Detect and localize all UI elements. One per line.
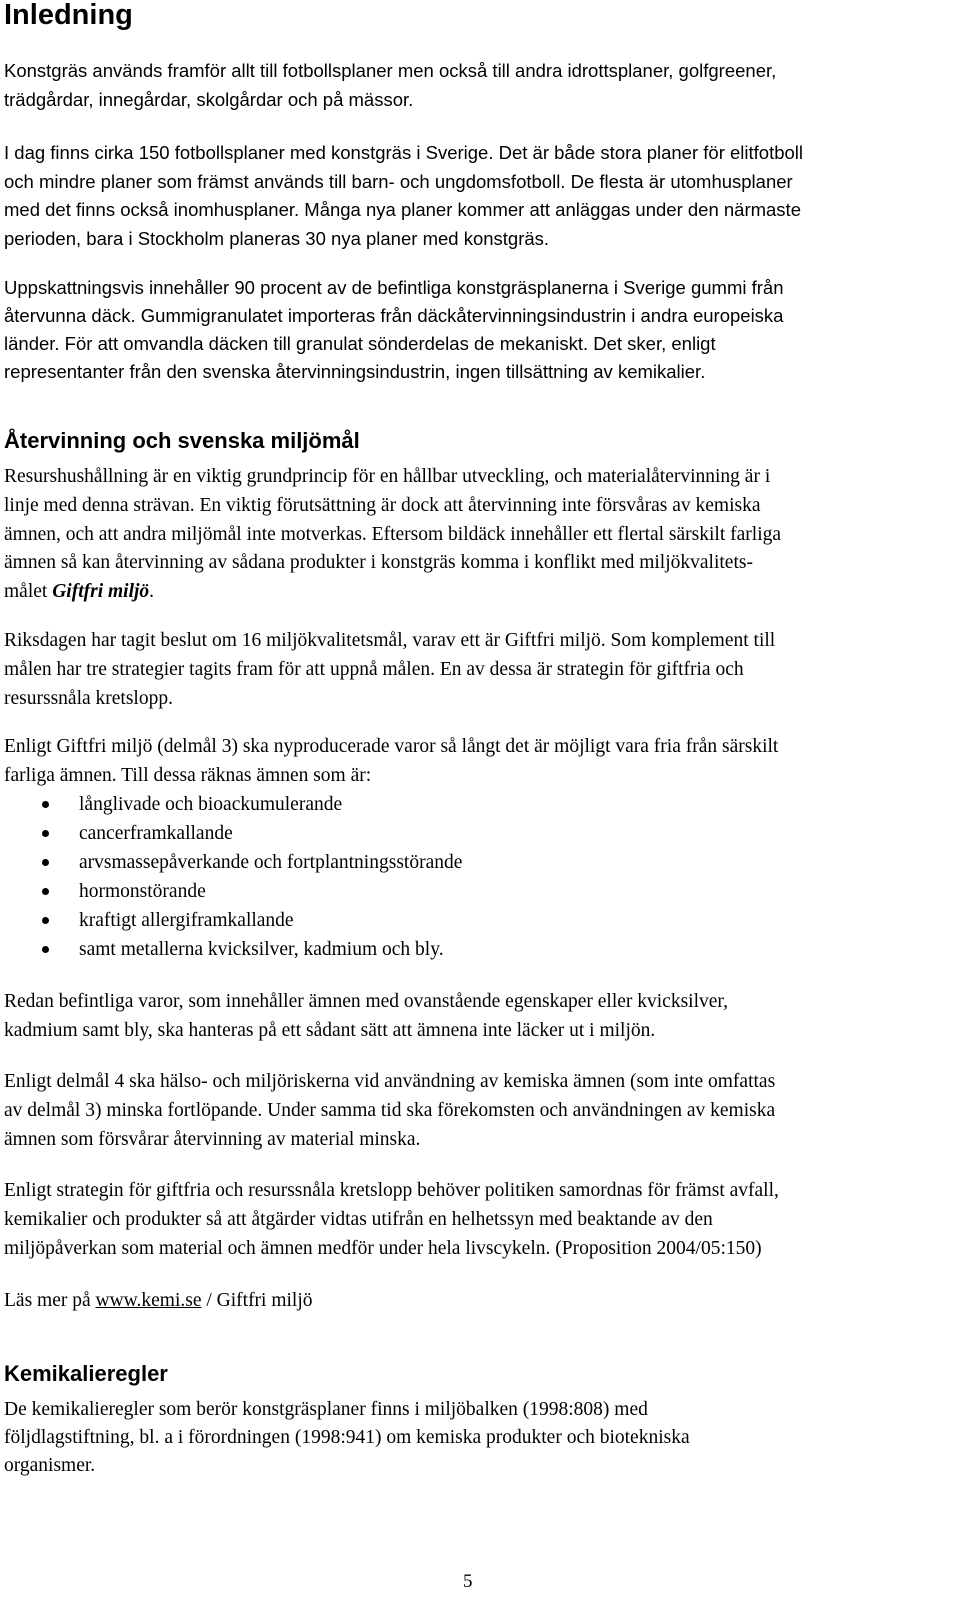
list-item: hormonstörande: [4, 877, 462, 906]
bullet-icon: [42, 888, 49, 895]
intro-paragraph-3: [4, 274, 944, 386]
list-item: cancerframkallande: [4, 819, 462, 848]
text-line: länder. För att omvandla däcken till granulat sönderdelas de mekaniskt. Det sker, enligt: [4, 333, 716, 354]
giftfri-miljo-emphasis: Giftfri miljö: [52, 581, 150, 603]
text-fragment: .: [149, 581, 155, 603]
text-line: kemikalier och produkter så att åtgärder vidtas utifrån en helhetssyn med beaktande av den: [4, 1208, 713, 1230]
text-line: [4, 1287, 944, 1316]
text-fragment: målet: [4, 581, 53, 603]
text-line: ämnen som försvårar återvinning av material minska.: [4, 1128, 421, 1150]
text-line: Resurshushållning är en viktig grundprincip för en hållbar utveckling, och materialåtervinning är i: [4, 466, 771, 487]
text-line: Enligt delmål 4 ska hälso- och miljöriskerna vid användning av kemiska ämnen (som inte omfattas: [4, 1071, 776, 1092]
recycling-paragraph-3: [4, 733, 944, 791]
text-line: miljöpåverkan som material och ämnen medför under hela livscykeln. (Proposition 2004/05:150): [4, 1237, 762, 1259]
text-line: resurssnåla kretslopp.: [4, 687, 173, 709]
text-line: Enligt Giftfri miljö (delmål 3) ska nyproducerade varor så långt det är möjligt vara fria från särskilt: [4, 736, 779, 757]
text-line: Enligt strategin för giftfria och resurssnåla kretslopp behöver politiken samordnas för främst avfall,: [4, 1180, 779, 1201]
text-fragment: Läs mer på: [4, 1290, 96, 1311]
chem-rules-paragraph: [4, 1396, 944, 1480]
list-item: samt metallerna kvicksilver, kadmium och bly.: [4, 935, 462, 964]
text-line: trädgårdar, innegårdar, skolgårdar och på mässor.: [4, 89, 414, 110]
list-item: kraftigt allergiframkallande: [4, 906, 462, 935]
text-line: följdlagstiftning, bl. a i förordningen (1998:941) om kemiska produkter och biotekniska: [4, 1427, 690, 1448]
kemi-link[interactable]: www.kemi.se: [95, 1290, 202, 1311]
text-line: målen har tre strategier tagits fram för att uppnå målen. En av dessa är strategin för giftfria och: [4, 658, 744, 680]
bullet-icon: [42, 801, 49, 808]
text-line: I dag finns cirka 150 fotbollsplaner med konstgräs i Sverige. Det är både stora planer för elitfotboll: [4, 142, 804, 163]
text-line: av delmål 3) minska fortlöpande. Under samma tid ska förekomsten och användningen av kemiska: [4, 1099, 776, 1121]
bullet-icon: [42, 830, 49, 837]
recycling-paragraph-1: [4, 463, 944, 607]
recycling-paragraph-5: [4, 1068, 944, 1154]
page-number: 5: [463, 1571, 473, 1592]
bullet-icon: [42, 917, 49, 924]
list-item: arvsmassepåverkande och fortplantningsstörande: [4, 848, 462, 877]
bullet-icon: [42, 859, 49, 866]
text-line: med det finns också inomhusplaner. Många nya planer kommer att anläggas under den närmaste: [4, 199, 801, 220]
heading-kemikalieregler: Kemikalieregler: [4, 1361, 168, 1386]
text-line: ämnen så kan återvinning av sådana produkter i konstgräs komma i konflikt med miljökvalitets-: [4, 552, 753, 574]
text-line: återvunna däck. Gummigranulatet importeras från däckåtervinningsindustrin i andra europeiska: [4, 305, 784, 326]
list-item: långlivade och bioackumulerande: [4, 790, 462, 819]
text-line: [4, 578, 944, 607]
text-line: Uppskattningsvis innehåller 90 procent av de befintliga konstgräsplanerna i Sverige gummi från: [4, 277, 784, 298]
text-line: farliga ämnen. Till dessa räknas ämnen som är:: [4, 764, 372, 786]
text-line: De kemikalieregler som berör konstgräsplaner finns i miljöbalken (1998:808) med: [4, 1399, 648, 1420]
intro-paragraph-1: [4, 56, 944, 114]
text-line: Redan befintliga varor, som innehåller ämnen med ovanstående egenskaper eller kvicksilver,: [4, 991, 729, 1012]
bullet-icon: [42, 946, 49, 953]
intro-paragraph-2: [4, 139, 944, 253]
heading-inledning: Inledning: [4, 0, 133, 31]
text-line: representanter från den svenska återvinningsindustrin, ingen tillsättning av kemikalier.: [4, 361, 706, 382]
text-fragment: / Giftfri miljö: [201, 1290, 313, 1311]
text-line: kadmium samt bly, ska hanteras på ett sådant sätt att ämnena inte läcker ut i miljön.: [4, 1019, 656, 1041]
text-line: linje med denna strävan. En viktig förutsättning är dock att återvinning inte försvåras av kemiska: [4, 494, 761, 516]
text-line: ämnen, och att andra miljömål inte motverkas. Eftersom bildäck innehåller ett flertal särskilt farliga: [4, 523, 782, 545]
text-line: organismer.: [4, 1455, 96, 1476]
recycling-paragraph-6: [4, 1177, 944, 1263]
recycling-paragraph-2: [4, 627, 944, 713]
recycling-paragraph-4: [4, 988, 944, 1046]
heading-recycling: Återvinning och svenska miljömål: [4, 428, 360, 453]
text-line: Riksdagen har tagit beslut om 16 miljökvalitetsmål, varav ett är Giftfri miljö. Som komplement till: [4, 630, 776, 651]
text-line: och mindre planer som främst används till barn- och ungdomsfotboll. De flesta är utomhusplaner: [4, 170, 793, 192]
text-line: perioden, bara i Stockholm planeras 30 nya planer med konstgräs.: [4, 227, 550, 249]
text-line: Konstgräs används framför allt till fotbollsplaner men också till andra idrottsplaner, golfgreener,: [4, 60, 777, 81]
read-more-line: [4, 1287, 944, 1316]
hazard-list: [4, 790, 462, 964]
